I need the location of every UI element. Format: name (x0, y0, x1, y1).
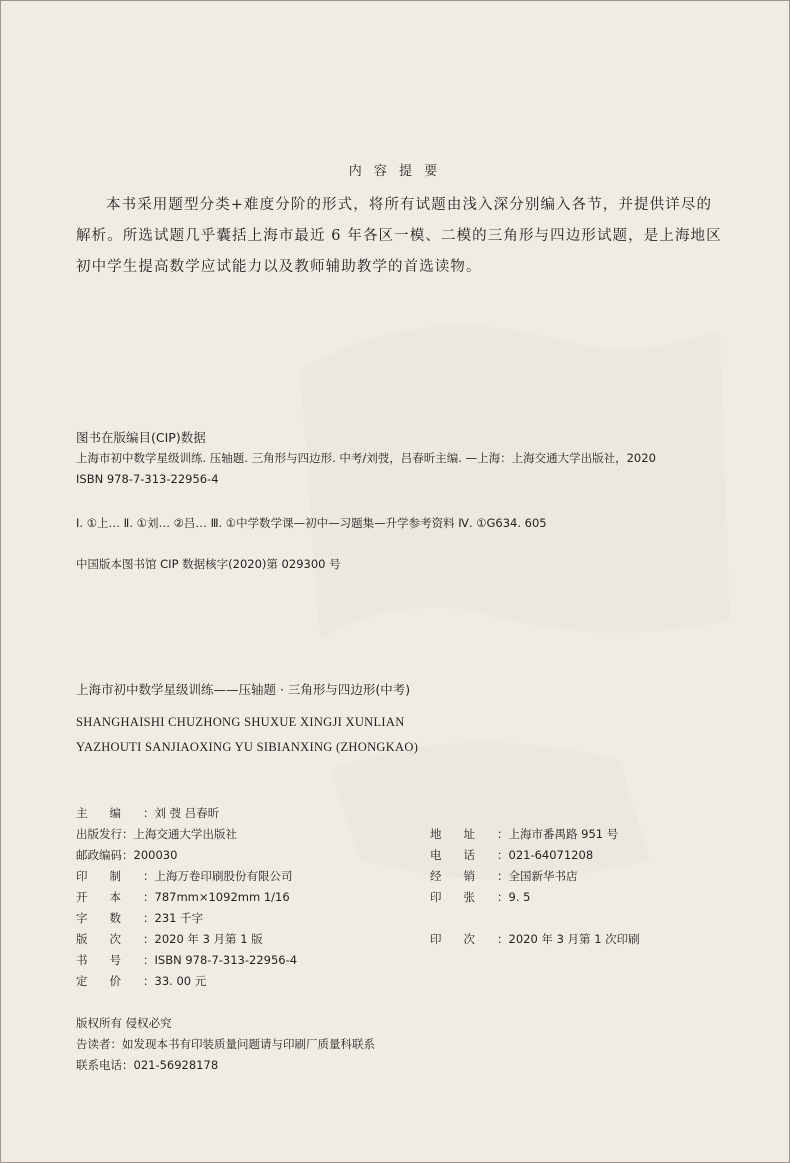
summary-line: 本书采用题型分类+难度分阶的形式，将所有试题由浅入深分别编入各节，并提供详尽的 (106, 197, 713, 213)
info-value: ：33. 00 元 (143, 974, 207, 988)
info-label: 印制 (76, 869, 143, 883)
summary-line: 初中学生提高数学应试能力以及教师辅助教学的首选读物。 (76, 259, 482, 275)
info-label: 书号 (76, 953, 143, 967)
summary-title: 内 容 提 要 (348, 164, 442, 179)
info-edition (76, 931, 263, 947)
book-title: 上海市初中数学星级训练——压轴题 · 三角形与四边形(中考) (76, 682, 411, 697)
info-value: ：231 千字 (143, 911, 204, 925)
info-publisher (76, 826, 237, 842)
info-label: 地址 (430, 827, 497, 841)
reader-notice: 告读者：如发现本书有印装质量问题请与印刷厂质量科联系 (76, 1037, 375, 1051)
info-sheets (430, 889, 530, 905)
info-value: ：ISBN 978-7-313-22956-4 (143, 953, 298, 967)
info-value: ：787mm×1092mm 1/16 (143, 890, 290, 904)
info-format (76, 889, 290, 905)
summary-line: 解析。所选试题几乎囊括上海市最近 6 年各区一模、二模的三角形与四边形试题，是上海地区 (76, 228, 722, 244)
info-label: 邮政编码 (76, 848, 122, 862)
info-value: ：上海万卷印刷股份有限公司 (143, 869, 293, 883)
cip-classification: Ⅰ. ①上… Ⅱ. ①刘… ②吕… Ⅲ. ①中学数学课—初中—习题集—升学参考资料 Ⅳ. ①G634. 605 (76, 516, 547, 530)
info-value: ：2020 年 3 月第 1 版 (143, 932, 263, 946)
info-phone (430, 847, 593, 863)
info-label: 定价 (76, 974, 143, 988)
cip-isbn: ISBN 978-7-313-22956-4 (76, 472, 219, 486)
summary-body (76, 190, 746, 283)
info-label: 印张 (430, 890, 497, 904)
book-pinyin-1: SHANGHAISHI CHUZHONG SHUXUE XINGJI XUNLIAN (76, 715, 405, 729)
info-postcode (76, 847, 177, 863)
book-pinyin-2: YAZHOUTI SANJIAOXING YU SIBIANXING (ZHONGKAO) (76, 740, 419, 754)
rights-notice: 版权所有 侵权必究 (76, 1016, 172, 1030)
cip-title: 图书在版编目(CIP)数据 (76, 430, 206, 445)
info-address (430, 826, 618, 842)
info-print-run (430, 931, 640, 947)
info-wordcount (76, 910, 203, 926)
info-value: ：全国新华书店 (497, 869, 578, 883)
info-price (76, 973, 206, 989)
info-label: 电话 (430, 848, 497, 862)
info-label: 开本 (76, 890, 143, 904)
cip-line: 上海市初中数学星级训练. 压轴题. 三角形与四边形. 中考/刘弢，吕春昕主编. —上海：上海交通大学出版社，2020 (76, 451, 656, 465)
info-value: ：021-64071208 (497, 848, 594, 862)
cip-record: 中国版本图书馆 CIP 数据核字(2020)第 029300 号 (76, 557, 341, 571)
info-label: 出版发行 (76, 827, 122, 841)
info-distributor (430, 868, 578, 884)
info-value: ：9. 5 (497, 890, 531, 904)
contact-phone: 联系电话：021-56928178 (76, 1058, 219, 1072)
info-value: ：刘 弢 吕春昕 (143, 806, 220, 820)
info-label: 印次 (430, 932, 497, 946)
info-editor (76, 805, 219, 821)
info-value: ：2020 年 3 月第 1 次印刷 (497, 932, 640, 946)
info-isbn (76, 952, 297, 968)
info-label: 字数 (76, 911, 143, 925)
info-label: 经销 (430, 869, 497, 883)
info-value: ：200030 (122, 848, 178, 862)
info-printer (76, 868, 293, 884)
info-value: ：上海交通大学出版社 (122, 827, 237, 841)
info-label: 版次 (76, 932, 143, 946)
info-label: 主编 (76, 806, 143, 820)
info-value: ：上海市番禺路 951 号 (497, 827, 619, 841)
